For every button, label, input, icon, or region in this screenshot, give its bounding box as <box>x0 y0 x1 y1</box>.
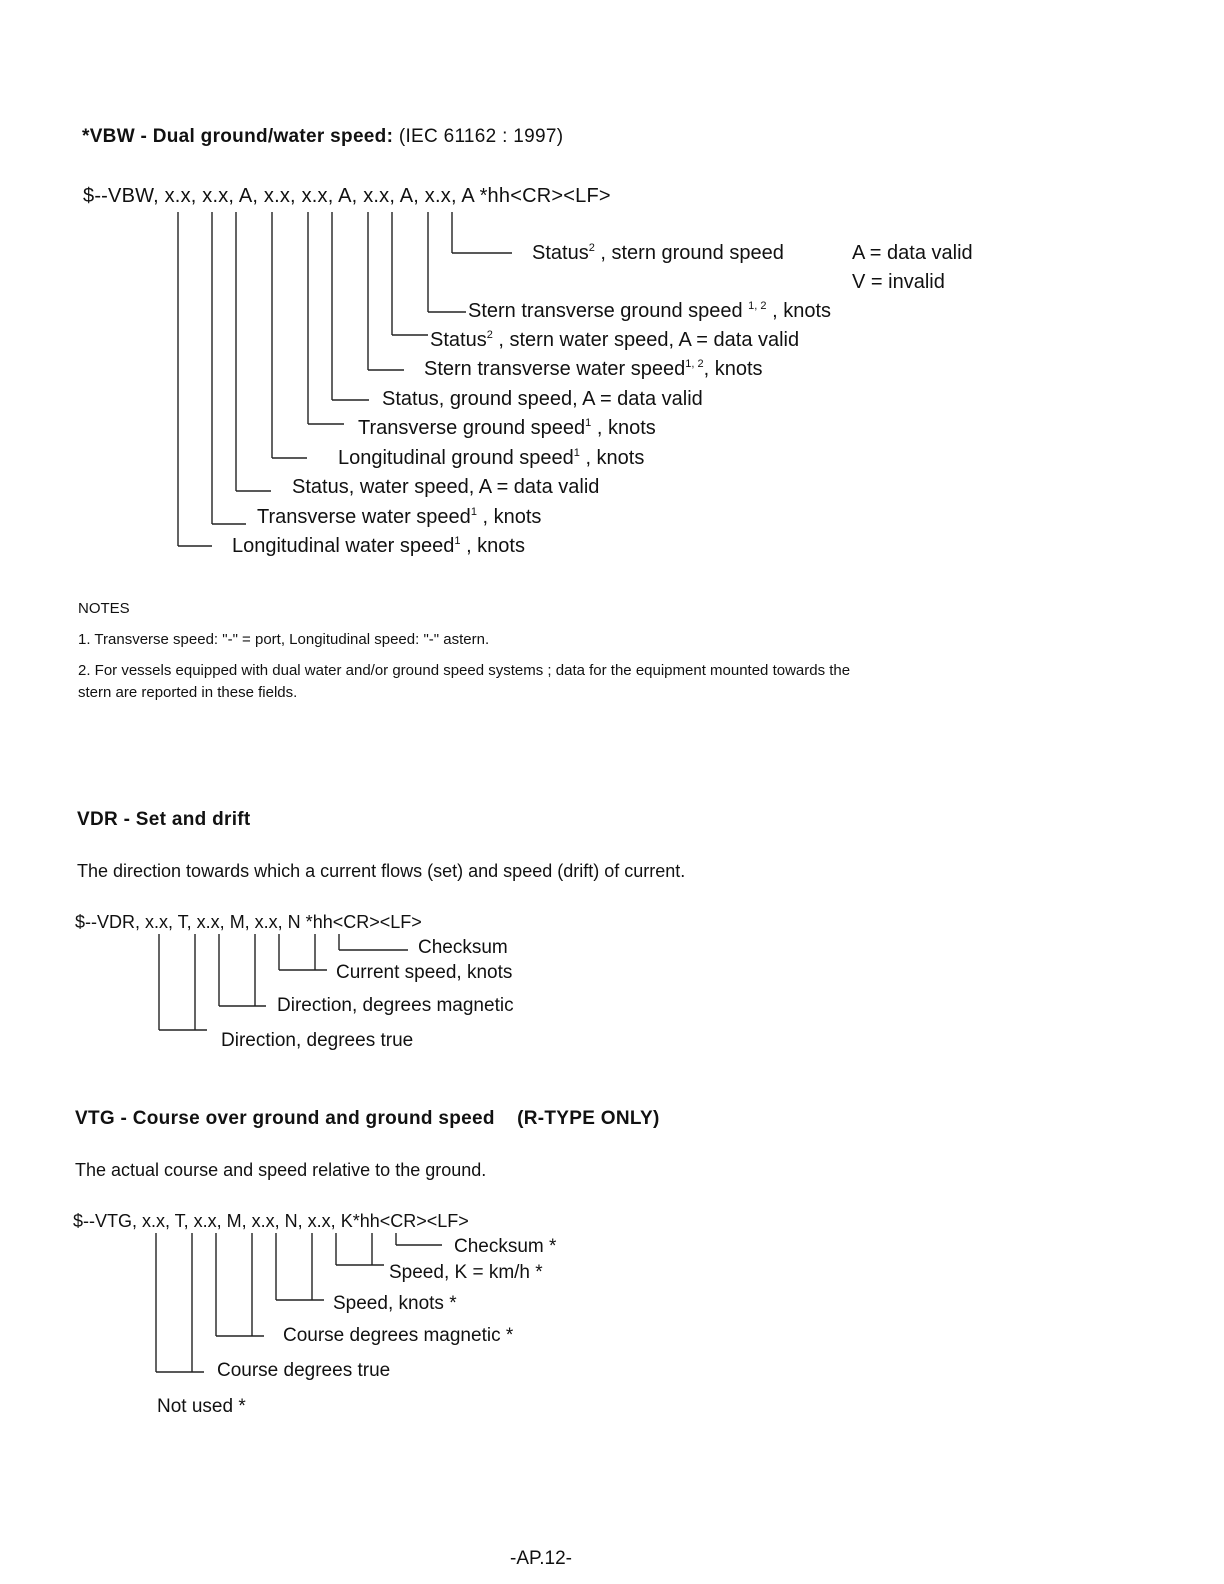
vtg-field-checksum: Checksum * <box>454 1236 557 1257</box>
vbw-field-stern-transverse-water: Stern transverse water speed$^{1, 2}$, knots <box>424 358 763 380</box>
vbw-field-longitudinal-ground: Longitudinal ground speed$^1$ , knots <box>338 447 645 469</box>
vbw-title-text: *VBW - Dual ground/water speed: <box>82 126 394 147</box>
vdr-title: VDR - Set and drift <box>77 809 251 830</box>
vtg-field-course-true: Course degrees true <box>217 1360 391 1381</box>
vbw-field-ground-status: Status, ground speed, A = data valid <box>382 388 703 410</box>
vtg-sentence-format: $--VTG, x.x, T, x.x, M, x.x, N, x.x, K*hh<CR><LF> <box>73 1211 469 1231</box>
notes-heading: NOTES <box>78 600 130 617</box>
vdr-field-current-speed: Current speed, knots <box>336 962 513 983</box>
note-1: 1. Transverse speed: "-" = port, Longitudinal speed: "-" astern. <box>78 631 490 648</box>
vtg-field-speed-kmh: Speed, K = km/h * <box>389 1262 543 1283</box>
vbw-field-longitudinal-water: Longitudinal water speed$^1$ , knots <box>232 535 525 557</box>
vdr-field-direction-true: Direction, degrees true <box>221 1030 414 1051</box>
vbw-standard-ref: (IEC 61162 : 1997) <box>398 126 564 147</box>
note-2: 2. For vessels equipped with dual water and/or ground speed systems ; data for the equipment mounted towards the <box>78 662 851 679</box>
vbw-sentence-format: $--VBW, x.x, x.x, A, x.x, x.x, A, x.x, A, x.x, A *hh<CR><LF> <box>83 185 611 207</box>
vdr-field-direction-magnetic: Direction, degrees magnetic <box>277 995 514 1016</box>
vtg-field-course-magnetic: Course degrees magnetic * <box>283 1325 514 1346</box>
vtg-field-not-used: Not used * <box>157 1396 246 1417</box>
page-number: -AP.12- <box>510 1548 572 1569</box>
note-2-continued: stern are reported in these fields. <box>78 684 298 701</box>
vbw-status-valid-value: A = data valid <box>852 242 973 264</box>
vtg-field-speed-knots: Speed, knots * <box>333 1293 457 1314</box>
vbw-field-stern-water-status: Status$^2$ , stern water speed, A = data valid <box>430 329 800 351</box>
vdr-sentence-format: $--VDR, x.x, T, x.x, M, x.x, N *hh<CR><LF> <box>75 912 422 932</box>
vbw-field-stern-transverse-ground: Stern transverse ground speed $^{1, 2}$ , knots <box>468 300 832 322</box>
vtg-description: The actual course and speed relative to the ground. <box>75 1160 487 1180</box>
vdr-description: The direction towards which a current flows (set) and speed (drift) of current. <box>77 861 686 881</box>
vbw-field-transverse-water: Transverse water speed$^1$ , knots <box>257 506 542 528</box>
vtg-title-text: VTG - Course over ground and ground speed <box>75 1108 495 1129</box>
vbw-field-transverse-ground: Transverse ground speed$^1$ , knots <box>358 417 656 439</box>
vbw-field-water-status: Status, water speed, A = data valid <box>292 476 600 498</box>
vtg-title-suffix: (R-TYPE ONLY) <box>517 1108 660 1129</box>
vbw-status-invalid-value: V = invalid <box>852 271 945 293</box>
vdr-field-checksum: Checksum <box>418 937 508 958</box>
vbw-field-stern-ground-status: Status$^2$ , stern ground speed <box>532 242 784 264</box>
